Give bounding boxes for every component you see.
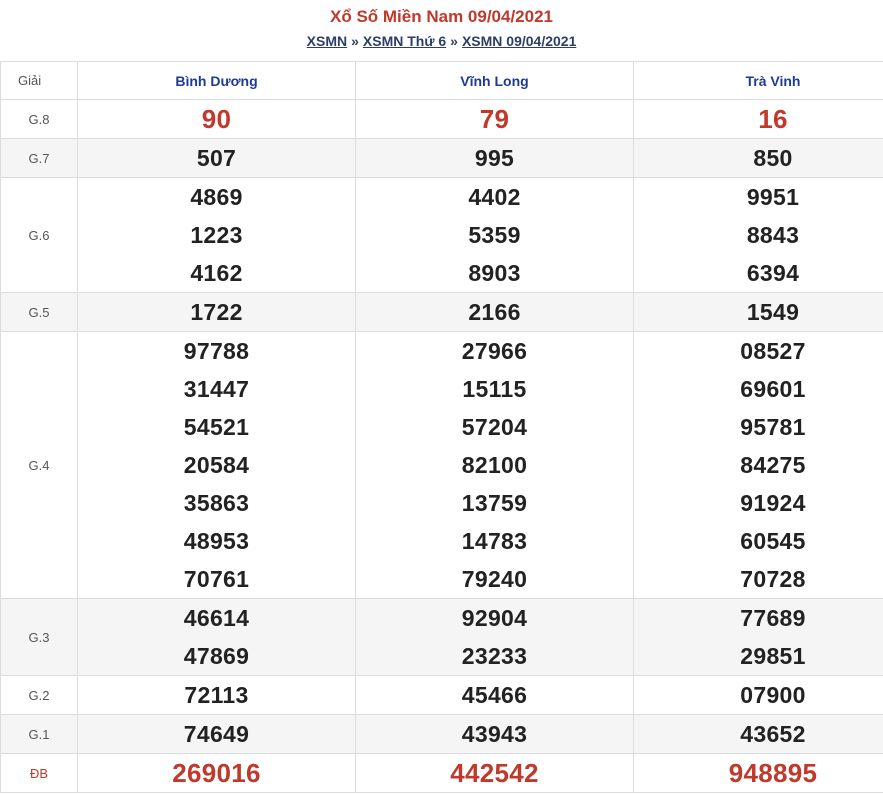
lottery-number: 8903	[468, 260, 521, 286]
table-header-row	[1, 62, 883, 100]
prize-label: G.7	[1, 139, 78, 178]
result-cell-binh-duong	[78, 139, 356, 178]
lottery-number: 29851	[740, 643, 806, 669]
province-header-tra-vinh[interactable]: Trà Vinh	[634, 62, 883, 100]
prize-row-g7	[1, 139, 883, 178]
lottery-number: 507	[196, 145, 237, 171]
lottery-number: 79	[479, 104, 510, 134]
prize-row-g8	[1, 100, 883, 139]
lottery-number: 46614	[183, 605, 250, 631]
result-cell-binh-duong	[78, 178, 356, 293]
lottery-number: 54521	[183, 414, 250, 440]
result-cell-tra-vinh	[634, 715, 883, 754]
prize-label: G.3	[1, 599, 78, 676]
lottery-number: 1223	[190, 222, 243, 248]
lottery-number: 48953	[183, 528, 250, 554]
result-cell-vinh-long	[356, 139, 634, 178]
lottery-number: 69601	[740, 376, 806, 402]
lottery-number: 82100	[461, 452, 528, 478]
lottery-number: 15115	[462, 376, 527, 402]
lottery-number: 70728	[740, 566, 806, 592]
result-cell-binh-duong	[78, 754, 356, 793]
result-cell-tra-vinh	[634, 178, 883, 293]
lottery-number: 60545	[740, 528, 806, 554]
lottery-number: 70761	[183, 566, 250, 592]
result-cell-vinh-long	[356, 754, 634, 793]
result-cell-tra-vinh	[634, 293, 883, 332]
lottery-number: 14783	[461, 528, 528, 554]
lottery-number: 948895	[728, 758, 818, 788]
lottery-number: 16	[758, 104, 788, 134]
breadcrumb	[0, 30, 883, 52]
province-header-binh-duong[interactable]: Bình Dương	[78, 62, 356, 100]
lottery-number: 90	[201, 104, 232, 134]
lottery-number: 45466	[461, 682, 528, 708]
lottery-number: 08527	[740, 338, 806, 364]
result-cell-vinh-long	[356, 293, 634, 332]
result-cell-binh-duong	[78, 293, 356, 332]
result-cell-tra-vinh	[634, 754, 883, 793]
page-header	[0, 0, 883, 61]
lottery-number: 77689	[740, 605, 806, 631]
result-cell-tra-vinh	[634, 676, 883, 715]
province-header-vinh-long[interactable]: Vĩnh Long	[356, 62, 634, 100]
lottery-number: 4869	[190, 184, 243, 210]
lottery-number: 35863	[183, 490, 250, 516]
lottery-number: 6394	[746, 260, 800, 286]
lottery-number: 4402	[468, 184, 521, 210]
result-cell-binh-duong	[78, 676, 356, 715]
lottery-number: 43652	[740, 721, 806, 747]
results-body	[1, 100, 883, 793]
prize-label: G.1	[1, 715, 78, 754]
lottery-number: 43943	[461, 721, 528, 747]
prize-row-g2	[1, 676, 883, 715]
prize-row-g5	[1, 293, 883, 332]
result-cell-tra-vinh	[634, 100, 883, 139]
results-table	[0, 61, 883, 793]
lottery-number: 995	[474, 145, 515, 171]
result-cell-binh-duong	[78, 599, 356, 676]
lottery-number: 8843	[746, 222, 800, 248]
lottery-number: 23233	[461, 643, 528, 669]
result-cell-tra-vinh	[634, 139, 883, 178]
lottery-number: 442542	[450, 758, 539, 788]
prize-row-g3	[1, 599, 883, 676]
lottery-number: 4162	[190, 260, 243, 286]
prize-label: G.6	[1, 178, 78, 293]
breadcrumb-separator: »	[450, 33, 458, 49]
lottery-number: 850	[753, 145, 793, 171]
lottery-number: 9951	[746, 184, 800, 210]
result-cell-vinh-long	[356, 715, 634, 754]
lottery-number: 95781	[740, 414, 806, 440]
prize-label: G.8	[1, 100, 78, 139]
result-cell-vinh-long	[356, 599, 634, 676]
lottery-number: 92904	[461, 605, 528, 631]
lottery-number: 1549	[746, 299, 800, 325]
lottery-number: 1722	[190, 299, 243, 325]
lottery-number: 269016	[172, 758, 261, 788]
lottery-number: 79240	[461, 566, 528, 592]
lottery-number: 13759	[461, 490, 528, 516]
breadcrumb-separator: »	[351, 33, 359, 49]
result-cell-binh-duong	[78, 100, 356, 139]
prize-label: ĐB	[1, 754, 78, 793]
breadcrumb-link-xsmn-thu-6[interactable]: XSMN Thứ 6	[362, 33, 447, 49]
lottery-number: 31447	[183, 376, 250, 402]
prize-label: G.5	[1, 293, 78, 332]
prize-row-g6	[1, 178, 883, 293]
lottery-number: 20584	[183, 452, 250, 478]
prize-label: G.4	[1, 332, 78, 599]
page-title: Xổ Số Miền Nam 09/04/2021	[330, 7, 553, 26]
lottery-number: 91924	[740, 490, 806, 516]
lottery-number: 57204	[461, 414, 528, 440]
result-cell-tra-vinh	[634, 599, 883, 676]
breadcrumb-link-xsmn-date[interactable]: XSMN 09/04/2021	[461, 33, 577, 49]
result-cell-vinh-long	[356, 676, 634, 715]
prize-row-g1	[1, 715, 883, 754]
result-cell-tra-vinh	[634, 332, 883, 599]
lottery-number: 27966	[461, 338, 528, 364]
result-cell-binh-duong	[78, 715, 356, 754]
lottery-number: 74649	[183, 721, 250, 747]
result-cell-binh-duong	[78, 332, 356, 599]
lottery-number: 2166	[468, 299, 521, 325]
lottery-number: 97788	[183, 338, 250, 364]
lottery-number: 72113	[184, 682, 249, 708]
lottery-number: 47869	[183, 643, 250, 669]
lottery-number: 07900	[740, 682, 806, 708]
prize-row-đb	[1, 754, 883, 793]
prize-label: G.2	[1, 676, 78, 715]
prize-column-header: Giải	[1, 62, 78, 100]
result-cell-vinh-long	[356, 332, 634, 599]
prize-row-g4	[1, 332, 883, 599]
result-cell-vinh-long	[356, 100, 634, 139]
breadcrumb-link-xsmn[interactable]: XSMN	[306, 33, 348, 49]
lottery-number: 5359	[468, 222, 521, 248]
result-cell-vinh-long	[356, 178, 634, 293]
lottery-number: 84275	[740, 452, 806, 478]
